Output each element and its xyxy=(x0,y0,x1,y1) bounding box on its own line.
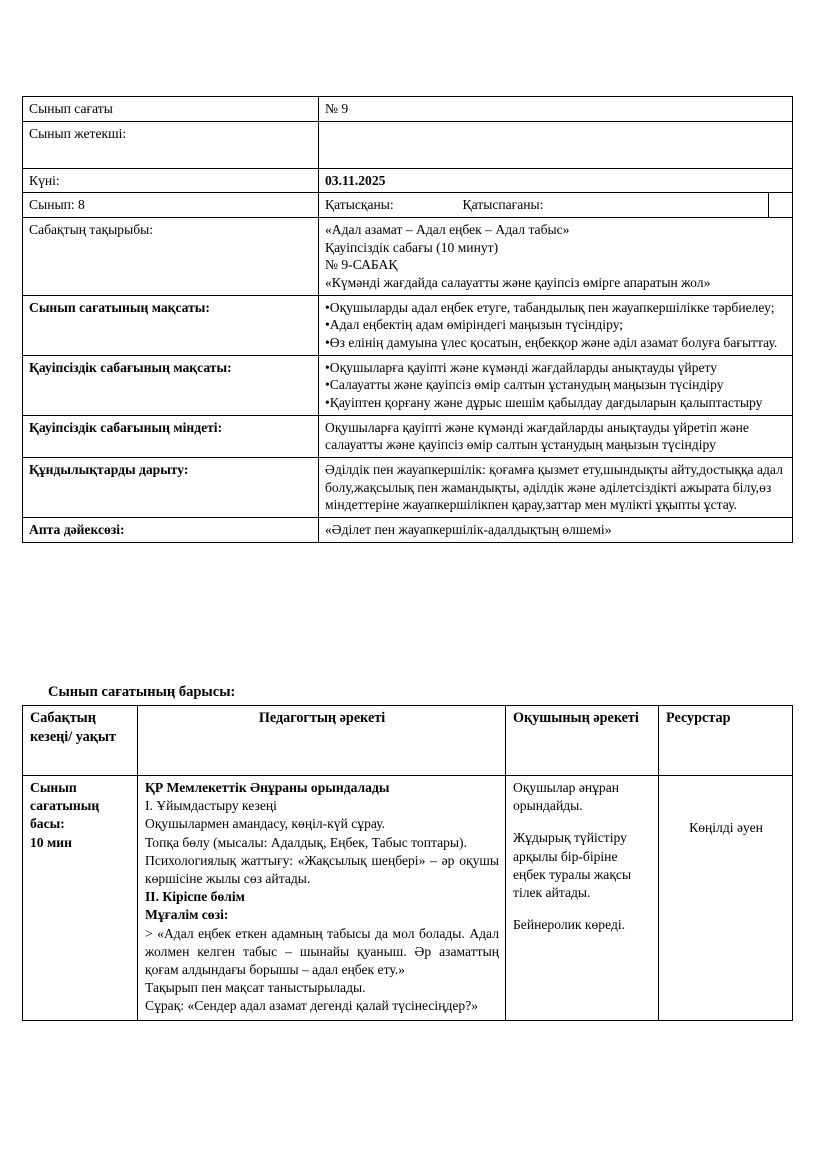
label-values: Құндылықтарды дарыту: xyxy=(23,458,319,518)
value-class-teacher xyxy=(319,121,793,168)
table-row-attendance xyxy=(23,193,793,218)
cell-teacher-action xyxy=(138,776,506,1021)
label-class-hour-goal: Сынып сағатының мақсаты: xyxy=(23,295,319,355)
value-date: 03.11.2025 xyxy=(319,168,793,193)
teacher-block: Психологиялық жаттығу: «Жақсылық шеңбері» – әр оқушы көршісіне жылы сөз айтады. xyxy=(145,852,499,887)
table-header-row xyxy=(23,706,793,776)
header-student-action: Оқушының әрекеті xyxy=(506,706,659,776)
label-safety-task: Қауіпсіздік сабағының міндеті: xyxy=(23,415,319,457)
value-class-hour-number: № 9 xyxy=(319,97,793,122)
label-class-teacher: Сынып жетекші: xyxy=(23,121,319,168)
table-row-safety-goal xyxy=(23,355,793,415)
topic-line-1: «Адал азамат – Адал еңбек – Адал табыс» xyxy=(325,222,570,238)
value-week-quote: «Әділет пен жауапкершілік-адалдықтың өлшемі» xyxy=(319,518,793,543)
label-class-hour: Сынып сағаты xyxy=(23,97,319,122)
header-teacher-action: Педагогтың әрекеті xyxy=(138,706,506,776)
label-date: Күні: xyxy=(23,168,319,193)
topic-line-2: Қауіпсіздік сабағы (10 минут) xyxy=(325,239,499,255)
header-resources: Ресурстар xyxy=(659,706,793,776)
resource-label: Көңілді әуен xyxy=(689,820,763,835)
topic-line-3: № 9-САБАҚ xyxy=(325,257,398,273)
cell-student-action xyxy=(506,776,659,1021)
student-block: Бейнеролик көреді. xyxy=(513,917,626,933)
table-row-class-teacher xyxy=(23,121,793,168)
label-absent: Қатыспағаны: xyxy=(462,197,544,213)
label-attended: Қатысқаны: xyxy=(325,197,394,213)
teacher-block: ҚР Мемлекеттік Әнұраны орындалады xyxy=(145,780,390,795)
value-safety-task: Оқушыларға қауіпті және күмәнді жағдайларды анықтауды үйретіп және салауатты және қауіпсіз өмір салтын ұстанудың маңызын түсіндіру xyxy=(319,415,793,457)
teacher-block: Топқа бөлу (мысалы: Адалдық, Еңбек, Табыс топтары). xyxy=(145,834,467,850)
table-row-topic xyxy=(23,218,793,296)
goal-bullet: •Адал еңбектің адам өміріндегі маңызын түсіндіру; xyxy=(325,317,624,333)
value-lesson-topic xyxy=(319,218,793,296)
stage-line: басы: xyxy=(30,816,65,832)
header-stage: Сабақтың кезеңі/ уақыт xyxy=(23,706,138,776)
teacher-block: II. Кіріспе бөлім xyxy=(145,889,245,905)
student-block: Жұдырық түйістіру арқылы бір-біріне еңбек туралы жақсы тілек айтады. xyxy=(513,830,632,901)
attendance-extra-cell xyxy=(769,193,793,218)
safety-goal-bullet: •Қауіптен қорғану және дұрыс шешім қабылдау дағдыларын қалыптастыру xyxy=(325,395,763,411)
goal-bullet: •Өз елінің дамуына үлес қосатын, еңбекқор және әділ азамат болуға бағыттау. xyxy=(325,335,778,351)
stage-line: сағатының xyxy=(30,798,100,814)
student-block: Оқушылар әнұран орындайды. xyxy=(513,780,620,814)
teacher-block: Тақырып пен мақсат таныстырылады. xyxy=(145,980,366,996)
lesson-info-table xyxy=(22,96,793,543)
teacher-block: Сұрақ: «Сендер адал азамат дегенді қалай түсінесіңдер?» xyxy=(145,998,479,1014)
flow-caption: Сынып сағатының барысы: xyxy=(48,684,236,700)
stage-line: 10 мин xyxy=(30,834,72,850)
value-safety-goal xyxy=(319,355,793,415)
teacher-block: > «Адал еңбек еткен адамның табысы да мол болады. Адал жолмен келген табыс – шынайы қуаныш. Әр азаматтың қоғам алдындағы борышы – адал еңбек ету.» xyxy=(145,925,499,978)
teacher-block: I. Ұйымдастыру кезеңі xyxy=(145,798,277,814)
lesson-flow-table xyxy=(22,705,793,1021)
table-row-date xyxy=(23,168,793,193)
value-class-hour-goal xyxy=(319,295,793,355)
goal-bullet: •Оқушыларды адал еңбек етуге, табандылық пен жауапкершілікке тәрбиелеу; xyxy=(325,299,775,315)
block-spacer xyxy=(513,902,652,916)
label-week-quote: Апта дәйексөзі: xyxy=(23,518,319,543)
safety-goal-bullet: •Оқушыларға қауіпті және күмәнді жағдайларды анықтауды үйрету xyxy=(325,359,718,375)
cell-stage xyxy=(23,776,138,1021)
table-row-class-hour xyxy=(23,97,793,122)
value-values: Әділдік пен жауапкершілік: қоғамға қызмет ету,шындықты айту,достыққа адал болу,жақсылық пен жамандықты, әділдік және әділетсіздікті ажырата білу,өз міндеттеріне жауапкершілікпен қарау,заттар мен мүлікті ұқыпты ұстау. xyxy=(319,458,793,518)
teacher-block: Мұғалім сөзі: xyxy=(145,907,229,923)
cell-resources xyxy=(659,776,793,1021)
table-row-safety-task xyxy=(23,415,793,457)
attendance-cell xyxy=(319,193,769,218)
table-row-class-hour-goal xyxy=(23,295,793,355)
block-spacer xyxy=(513,815,652,829)
table-row-week-quote xyxy=(23,518,793,543)
label-class-grade: Сынып: 8 xyxy=(23,193,319,218)
table-row-values xyxy=(23,458,793,518)
teacher-block: Оқушылармен амандасу, көңіл-күй сұрау. xyxy=(145,816,386,832)
label-safety-goal: Қауіпсіздік сабағының мақсаты: xyxy=(23,355,319,415)
stage-line: Сынып xyxy=(30,780,77,795)
topic-line-4: «Күмәнді жағдайда салауатты және қауіпсіз өмірге апаратын жол» xyxy=(325,275,711,291)
table-row xyxy=(23,776,793,1021)
safety-goal-bullet: •Салауатты және қауіпсіз өмір салтын ұстанудың маңызын түсіндіру xyxy=(325,377,724,393)
label-lesson-topic: Сабақтың тақырыбы: xyxy=(23,218,319,296)
